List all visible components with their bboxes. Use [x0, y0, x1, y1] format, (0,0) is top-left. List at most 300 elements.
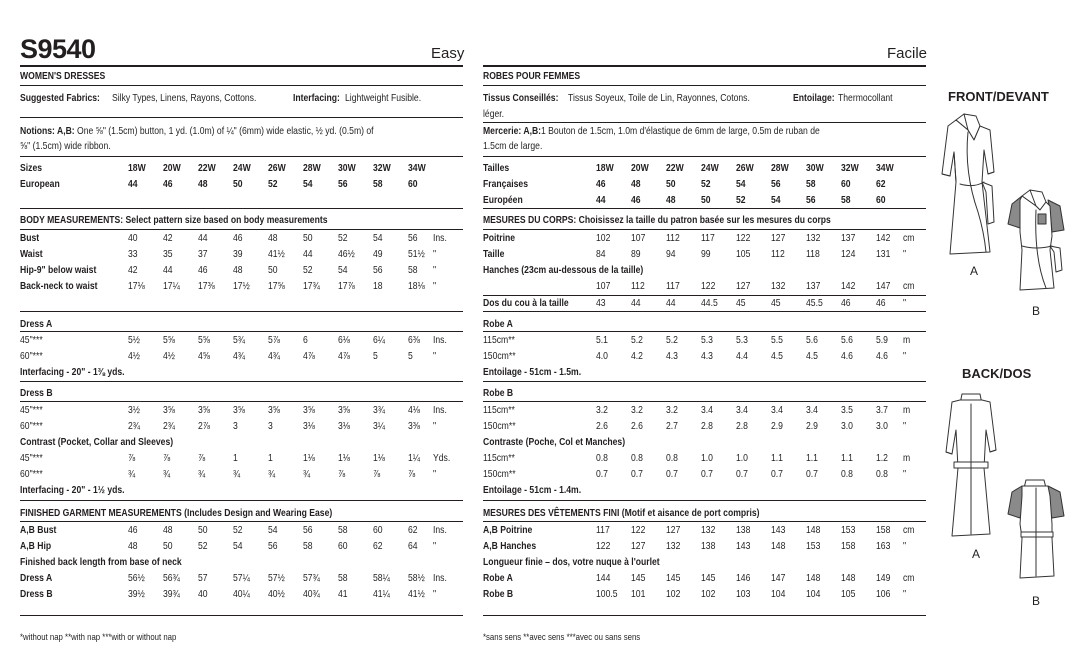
- rule: [20, 381, 463, 382]
- size-value: 32W: [373, 162, 391, 174]
- row-unit: Ins.: [433, 572, 447, 584]
- row-value: 1⅛: [338, 452, 350, 464]
- row-unit: ": [433, 540, 437, 552]
- size-value: 34W: [408, 162, 426, 174]
- row-unit: Ins.: [433, 334, 447, 346]
- row-label: Hip-9" below waist: [20, 264, 97, 276]
- row-value: 107: [631, 232, 646, 244]
- row-value: 58¼: [373, 572, 390, 584]
- row-label: Waist: [20, 248, 43, 260]
- row-value: 3⅝: [268, 404, 280, 416]
- row-value: 5⅝: [163, 334, 175, 346]
- row-value: 41½: [268, 248, 285, 260]
- row-value: 40: [198, 588, 208, 600]
- row-value: 44: [666, 297, 676, 309]
- row-value: 44.5: [701, 297, 718, 309]
- footnote-en: *without nap **with nap ***with or without nap: [20, 632, 177, 643]
- row-value: 5½: [128, 334, 140, 346]
- row-value: 3.0: [876, 420, 888, 432]
- row-unit: m: [903, 404, 911, 416]
- row-value: 142: [841, 280, 856, 292]
- row-value: 5.2: [631, 334, 643, 346]
- row-value: 122: [701, 280, 716, 292]
- row-value: ⅞: [373, 468, 381, 480]
- french-value: 62: [876, 178, 886, 190]
- row-value: 46: [233, 232, 243, 244]
- notions-text-2: ⅝" (1.5cm) wide ribbon.: [20, 140, 111, 152]
- row-value: 5.3: [701, 334, 713, 346]
- row-value: 48: [268, 232, 278, 244]
- row-value: 46½: [338, 248, 355, 260]
- row-unit: cm: [903, 524, 915, 536]
- difficulty-level-fr: Facile: [887, 45, 928, 62]
- row-label: A,B Hanches: [483, 540, 537, 552]
- row-unit: ": [433, 264, 437, 276]
- fabrics-label: Suggested Fabrics:: [20, 92, 100, 104]
- row-value: 5.2: [666, 334, 678, 346]
- interfacing-label: Entoilage:: [793, 92, 835, 104]
- row-value: 5.9: [876, 334, 888, 346]
- row-value: 3⅝: [303, 404, 315, 416]
- notions-text-1: One ⅝" (1.5cm) button, 1 yd. (1.0m) of ¼" (6mm) wide elastic, ½ yd. (0.5m) of: [77, 125, 374, 137]
- row-label: Dress B: [20, 588, 53, 600]
- size-value: 18W: [128, 162, 146, 174]
- row-value: 48: [233, 264, 243, 276]
- row-value: 142: [876, 232, 891, 244]
- row-value: ¾: [303, 468, 311, 480]
- row-value: 127: [736, 280, 751, 292]
- row-value: ¾: [128, 468, 136, 480]
- body-heading: MESURES DU CORPS: Choisissez la taille du patron basée sur les mesures du corps: [483, 214, 831, 226]
- rule: [20, 401, 463, 402]
- row-value: 3.2: [631, 404, 643, 416]
- row-value: 4¾: [268, 350, 280, 362]
- row-value: 2⅞: [198, 420, 210, 432]
- size-value: 30W: [806, 162, 824, 174]
- size-value: 20W: [631, 162, 649, 174]
- european-value: 50: [701, 194, 711, 206]
- row-value: 4.0: [596, 350, 608, 362]
- row-value: 4.2: [631, 350, 643, 362]
- french-value: 46: [596, 178, 606, 190]
- rule: [483, 500, 926, 501]
- row-value: 48: [128, 540, 138, 552]
- row-value: 56: [303, 524, 313, 536]
- row-value: 102: [596, 232, 611, 244]
- row-value: 58½: [408, 572, 425, 584]
- row-unit: ": [903, 248, 907, 260]
- row-value: 51½: [408, 248, 425, 260]
- row-value: 52: [198, 540, 208, 552]
- row-value: 137: [806, 280, 821, 292]
- interfacing-text: Lightweight Fusible.: [345, 92, 422, 104]
- row-value: 5.3: [736, 334, 748, 346]
- row-value: 122: [631, 524, 646, 536]
- rule: [20, 156, 463, 157]
- row-value: 105: [736, 248, 751, 260]
- row-value: 52: [338, 232, 348, 244]
- row-label: Dress A: [20, 572, 53, 584]
- rule: [20, 229, 463, 230]
- row-value: 45.5: [806, 297, 823, 309]
- row-value: 3.5: [841, 404, 853, 416]
- row-value: 132: [806, 232, 821, 244]
- notions-label: Mercerie: A,B:: [483, 125, 542, 137]
- row-value: 54: [373, 232, 383, 244]
- section-title: ROBES POUR FEMMES: [483, 70, 581, 82]
- row-value: 50: [268, 264, 278, 276]
- row-value: 48: [163, 524, 173, 536]
- row-value: 62: [408, 524, 418, 536]
- row-value: 41½: [408, 588, 425, 600]
- row-unit: Ins.: [433, 232, 447, 244]
- row-value: 5.1: [596, 334, 608, 346]
- european-value: 54: [303, 178, 313, 190]
- row-value: 49: [373, 248, 383, 260]
- row-value: 4.3: [666, 350, 678, 362]
- row-value: 2.6: [631, 420, 643, 432]
- row-value: 148: [806, 524, 821, 536]
- french-value: 58: [806, 178, 816, 190]
- row-value: 56½: [128, 572, 145, 584]
- row-value: 39: [233, 248, 243, 260]
- robe-b-entoilage: Entoilage - 51cm - 1.4m.: [483, 484, 582, 496]
- rule: [20, 331, 463, 332]
- row-value: 17⅞: [338, 280, 355, 292]
- row-value: 104: [771, 588, 786, 600]
- row-value: 4½: [128, 350, 140, 362]
- row-label: 115cm**: [483, 334, 515, 346]
- rule: [20, 521, 463, 522]
- row-value: 106: [876, 588, 891, 600]
- row-label: A,B Hip: [20, 540, 52, 552]
- row-value: 0.7: [771, 468, 783, 480]
- row-unit: Ins.: [433, 404, 447, 416]
- row-value: 2¾: [163, 420, 175, 432]
- size-value: 26W: [736, 162, 754, 174]
- row-value: 163: [876, 540, 891, 552]
- row-value: 6⅛: [338, 334, 350, 346]
- french-value: 50: [666, 178, 676, 190]
- row-value: 46: [128, 524, 138, 536]
- row-value: 124: [841, 248, 856, 260]
- row-value: ⅞: [408, 468, 416, 480]
- row-label: 150cm**: [483, 468, 516, 480]
- row-label: 150cm**: [483, 420, 516, 432]
- row-unit: ": [433, 468, 437, 480]
- row-value: 3.7: [876, 404, 888, 416]
- row-value: 46: [198, 264, 208, 276]
- row-value: 107: [596, 280, 611, 292]
- row-unit: Ins.: [433, 524, 447, 536]
- row-value: 148: [841, 572, 856, 584]
- row-value: 0.7: [666, 468, 678, 480]
- row-value: 57: [198, 572, 208, 584]
- row-value: 56: [268, 540, 278, 552]
- row-unit: ": [903, 420, 907, 432]
- contrast-label: Contrast (Pocket, Collar and Sleeves): [20, 436, 174, 448]
- figure-label-b-back: B: [1032, 594, 1041, 608]
- rule: [483, 521, 926, 522]
- row-value: 4.6: [841, 350, 853, 362]
- rule: [20, 208, 463, 209]
- row-value: 3½: [128, 404, 140, 416]
- row-value: 1.1: [771, 452, 783, 464]
- sizes-label: Tailles: [483, 162, 510, 174]
- row-value: 4.3: [701, 350, 713, 362]
- row-value: 0.8: [596, 452, 608, 464]
- row-label: Bust: [20, 232, 40, 244]
- size-value: 24W: [701, 162, 719, 174]
- row-value: 58: [338, 572, 348, 584]
- rule: [483, 311, 926, 312]
- european-label: Européen: [483, 194, 523, 206]
- european-value: 44: [596, 194, 606, 206]
- row-value: 143: [771, 524, 786, 536]
- row-value: 43: [596, 297, 606, 309]
- rule: [483, 615, 926, 616]
- row-value: 5: [408, 350, 413, 362]
- row-value: 37: [198, 248, 208, 260]
- rule: [483, 229, 926, 230]
- figure-label-b-front: B: [1032, 304, 1041, 318]
- interfacing-label: Interfacing:: [293, 92, 340, 104]
- row-value: 3⅝: [338, 404, 350, 416]
- row-value: 17⅛: [128, 280, 145, 292]
- row-value: 3.0: [841, 420, 853, 432]
- row-value: 5: [373, 350, 378, 362]
- notions-text-2: 1.5cm de large.: [483, 140, 543, 152]
- dress-b-label: Dress B: [20, 387, 53, 399]
- row-value: 117: [596, 524, 610, 536]
- size-value: 22W: [666, 162, 684, 174]
- row-value: 6: [303, 334, 308, 346]
- robe-b-label: Robe B: [483, 387, 514, 399]
- row-value: 143: [736, 540, 751, 552]
- rule: [20, 85, 463, 86]
- row-value: 54: [233, 540, 243, 552]
- row-value: 3.2: [666, 404, 678, 416]
- row-value: 112: [666, 232, 680, 244]
- row-unit: ": [903, 350, 907, 362]
- row-value: 127: [631, 540, 646, 552]
- row-value: 5.6: [806, 334, 818, 346]
- pattern-code: S9540: [20, 34, 96, 64]
- row-value: 42: [163, 232, 173, 244]
- rule: [483, 122, 926, 123]
- row-value: 0.7: [631, 468, 643, 480]
- row-label: Poitrine: [483, 232, 516, 244]
- row-value: 50: [303, 232, 313, 244]
- row-label: Robe A: [483, 572, 513, 584]
- european-value: 60: [408, 178, 418, 190]
- row-value: 145: [666, 572, 681, 584]
- row-value: 94: [666, 248, 676, 260]
- row-value: 4⅞: [303, 350, 315, 362]
- row-value: 46: [841, 297, 851, 309]
- french-value: 54: [736, 178, 746, 190]
- row-value: 117: [701, 232, 715, 244]
- row-value: 153: [841, 524, 856, 536]
- european-value: 56: [806, 194, 816, 206]
- row-value: 44: [163, 264, 173, 276]
- row-value: 0.7: [806, 468, 818, 480]
- row-value: ¾: [198, 468, 206, 480]
- row-value: 1: [268, 452, 273, 464]
- row-value: 112: [771, 248, 785, 260]
- back-length-label: Finished back length from base of neck: [20, 556, 182, 568]
- dress-a-back-illustration: [936, 390, 1006, 540]
- rule: [483, 208, 926, 209]
- row-value: ¾: [268, 468, 276, 480]
- row-value: 3⅜: [408, 420, 420, 432]
- row-value: 2.8: [736, 420, 748, 432]
- row-value: 4.5: [771, 350, 783, 362]
- size-value: 28W: [771, 162, 789, 174]
- size-value: 30W: [338, 162, 356, 174]
- row-value: 100.5: [596, 588, 618, 600]
- header-rule-fr: [483, 65, 926, 67]
- row-value: 1.0: [736, 452, 748, 464]
- row-value: 2.7: [666, 420, 678, 432]
- row-value: 50: [163, 540, 173, 552]
- european-value: 44: [128, 178, 138, 190]
- dress-a-interfacing: Interfacing - 20" - 1⅜ yds.: [20, 366, 125, 378]
- row-value: 5.6: [841, 334, 853, 346]
- notions-label: Notions: A,B:: [20, 125, 75, 137]
- european-value: 46: [163, 178, 173, 190]
- row-value: 147: [876, 280, 891, 292]
- row-value: 62: [373, 540, 383, 552]
- row-value: 153: [806, 540, 821, 552]
- row-value: 3⅛: [338, 420, 350, 432]
- row-label: Back-neck to waist: [20, 280, 98, 292]
- rule: [483, 85, 926, 86]
- row-value: 117: [666, 280, 680, 292]
- european-value: 48: [198, 178, 208, 190]
- row-value: 3¾: [373, 404, 385, 416]
- row-value: 101: [631, 588, 646, 600]
- row-value: 5⅞: [268, 334, 280, 346]
- footnote-fr: *sans sens **avec sens ***avec ou sans sens: [483, 632, 641, 643]
- figure-label-a-front: A: [970, 264, 979, 278]
- row-value: 52: [233, 524, 243, 536]
- row-value: ¾: [163, 468, 171, 480]
- row-value: 18: [373, 280, 383, 292]
- row-value: 2.9: [806, 420, 818, 432]
- row-value: 3⅝: [163, 404, 175, 416]
- row-value: 118: [806, 248, 820, 260]
- french-value: 52: [701, 178, 711, 190]
- row-value: 89: [631, 248, 641, 260]
- row-value: 146: [736, 572, 751, 584]
- row-label: 45"***: [20, 334, 43, 346]
- european-value: 52: [736, 194, 746, 206]
- back-view-title: BACK/DOS: [962, 366, 1032, 381]
- row-value: 44: [631, 297, 641, 309]
- row-value: 4½: [163, 350, 175, 362]
- rule: [483, 295, 926, 296]
- row-label: Robe B: [483, 588, 514, 600]
- row-value: 138: [736, 524, 751, 536]
- row-value: 4.4: [736, 350, 748, 362]
- row-value: 4⅛: [408, 404, 420, 416]
- row-unit: ": [903, 297, 907, 309]
- row-value: 3⅛: [303, 420, 315, 432]
- row-value: 0.8: [666, 452, 678, 464]
- row-value: 102: [701, 588, 716, 600]
- front-view-title: FRONT/DEVANT: [948, 89, 1049, 104]
- row-value: 5⅝: [198, 334, 210, 346]
- row-value: 56: [408, 232, 418, 244]
- european-value: 48: [666, 194, 676, 206]
- row-value: 99: [701, 248, 711, 260]
- row-label: 115cm**: [483, 404, 515, 416]
- size-value: 26W: [268, 162, 286, 174]
- row-value: 0.7: [736, 468, 748, 480]
- row-value: 131: [876, 248, 891, 260]
- difficulty-level-en: Easy: [431, 45, 465, 62]
- row-value: 50: [198, 524, 208, 536]
- row-value: 84: [596, 248, 606, 260]
- figure-label-a-back: A: [972, 547, 981, 561]
- rule: [20, 615, 463, 616]
- row-value: 104: [806, 588, 821, 600]
- row-value: 17¾: [303, 280, 320, 292]
- row-value: 17⅝: [268, 280, 285, 292]
- row-unit: ": [433, 588, 437, 600]
- row-value: 45: [771, 297, 781, 309]
- rule: [20, 117, 463, 118]
- finished-heading: FINISHED GARMENT MEASUREMENTS (Includes Design and Wearing Ease): [20, 507, 333, 519]
- row-value: 145: [631, 572, 646, 584]
- row-value: 127: [666, 524, 681, 536]
- row-value: 2.9: [771, 420, 783, 432]
- row-value: 0.8: [876, 468, 888, 480]
- row-value: 103: [736, 588, 751, 600]
- row-value: 18⅛: [408, 280, 425, 292]
- row-value: 41: [338, 588, 348, 600]
- row-label: 60"***: [20, 420, 43, 432]
- row-value: 148: [806, 572, 821, 584]
- row-value: 33: [128, 248, 138, 260]
- size-value: 28W: [303, 162, 321, 174]
- row-value: 3⅝: [198, 404, 210, 416]
- row-value: 102: [666, 588, 681, 600]
- row-value: 41¼: [373, 588, 390, 600]
- hips-label: Hanches (23cm au-dessous de la taille): [483, 264, 644, 276]
- row-value: 40¼: [233, 588, 250, 600]
- size-value: 20W: [163, 162, 181, 174]
- row-value: 3.4: [736, 404, 748, 416]
- contrast-label: Contraste (Poche, Col et Manches): [483, 436, 626, 448]
- row-value: 3.4: [701, 404, 713, 416]
- european-value: 56: [338, 178, 348, 190]
- size-value: 32W: [841, 162, 859, 174]
- row-label: 60"***: [20, 468, 43, 480]
- row-value: 145: [701, 572, 716, 584]
- row-value: 1: [233, 452, 238, 464]
- row-value: 0.8: [631, 452, 643, 464]
- french-label: Françaises: [483, 178, 528, 190]
- row-value: ⅞: [128, 452, 136, 464]
- french-value: 56: [771, 178, 781, 190]
- row-label: Taille: [483, 248, 505, 260]
- row-value: 46: [876, 297, 886, 309]
- rule: [20, 500, 463, 501]
- row-value: 158: [841, 540, 856, 552]
- row-label: Dos du cou à la taille: [483, 297, 569, 309]
